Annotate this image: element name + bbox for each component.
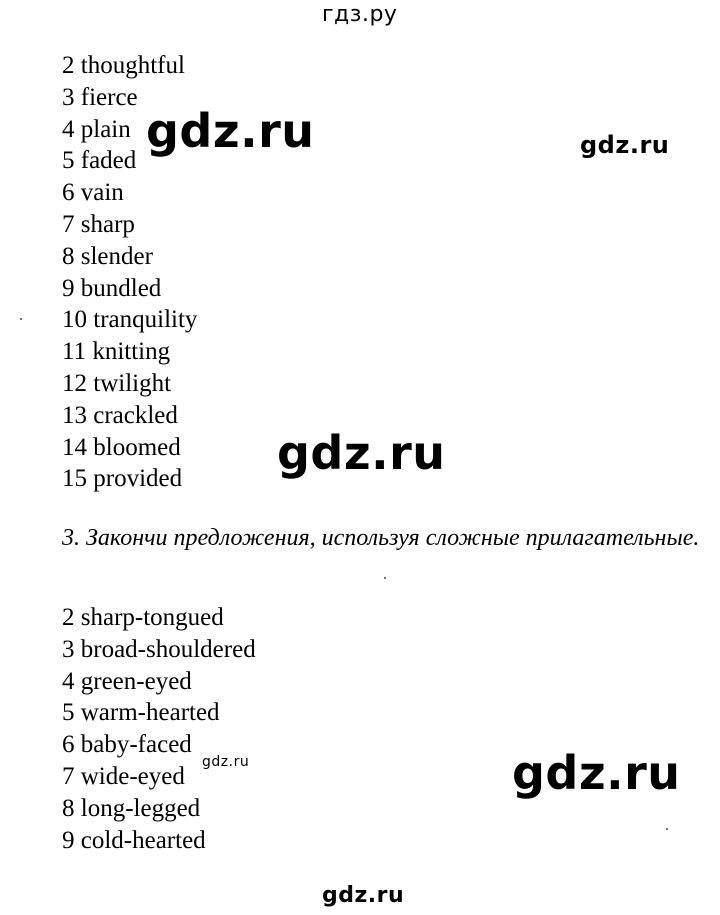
watermark-right-big: gdz.ru bbox=[512, 746, 681, 800]
watermark-top: гдз.ру bbox=[322, 2, 398, 27]
watermark-left: gdz.ru bbox=[146, 104, 315, 158]
exercise-3-instruction: 3. Закончи предложения, используя сложные прилагательные. bbox=[62, 525, 700, 551]
list-item: 8 long-legged bbox=[62, 794, 201, 822]
answer-list-2 bbox=[62, 602, 256, 856]
list-item: 3 fierce bbox=[62, 83, 138, 111]
list-item: 7 wide-eyed bbox=[62, 762, 185, 790]
watermark-right-small: gdz.ru bbox=[580, 131, 670, 159]
list-item: 9 bundled bbox=[62, 274, 162, 302]
list-item: 2 sharp-tongued bbox=[62, 604, 224, 631]
list-item: 4 green-eyed bbox=[62, 667, 192, 695]
list-item: 13 crackled bbox=[62, 401, 178, 429]
list-item: 5 warm-hearted bbox=[62, 699, 220, 727]
watermark-tiny: gdz.ru bbox=[202, 754, 250, 770]
list-item: 10 tranquility bbox=[62, 306, 198, 334]
list-item: 6 baby-faced bbox=[62, 731, 192, 759]
list-item: 11 knitting bbox=[62, 338, 171, 366]
watermark-center: gdz.ru bbox=[277, 426, 446, 480]
list-item: 14 bloomed bbox=[62, 433, 181, 461]
list-item: 8 slender bbox=[62, 242, 153, 270]
scan-speck bbox=[384, 577, 386, 579]
list-item: 2 thoughtful bbox=[62, 52, 185, 79]
list-item: 5 faded bbox=[62, 147, 137, 175]
watermark-bottom: gdz.ru bbox=[322, 883, 405, 908]
list-item: 3 broad-shouldered bbox=[62, 635, 256, 663]
list-item: 6 vain bbox=[62, 179, 124, 207]
scan-speck bbox=[20, 318, 22, 320]
list-item: 9 cold-hearted bbox=[62, 826, 206, 854]
scan-speck bbox=[666, 828, 668, 830]
list-item: 4 plain bbox=[62, 115, 131, 143]
list-item: 7 sharp bbox=[62, 210, 135, 238]
list-item: 15 provided bbox=[62, 465, 183, 493]
list-item: 12 twilight bbox=[62, 369, 172, 397]
